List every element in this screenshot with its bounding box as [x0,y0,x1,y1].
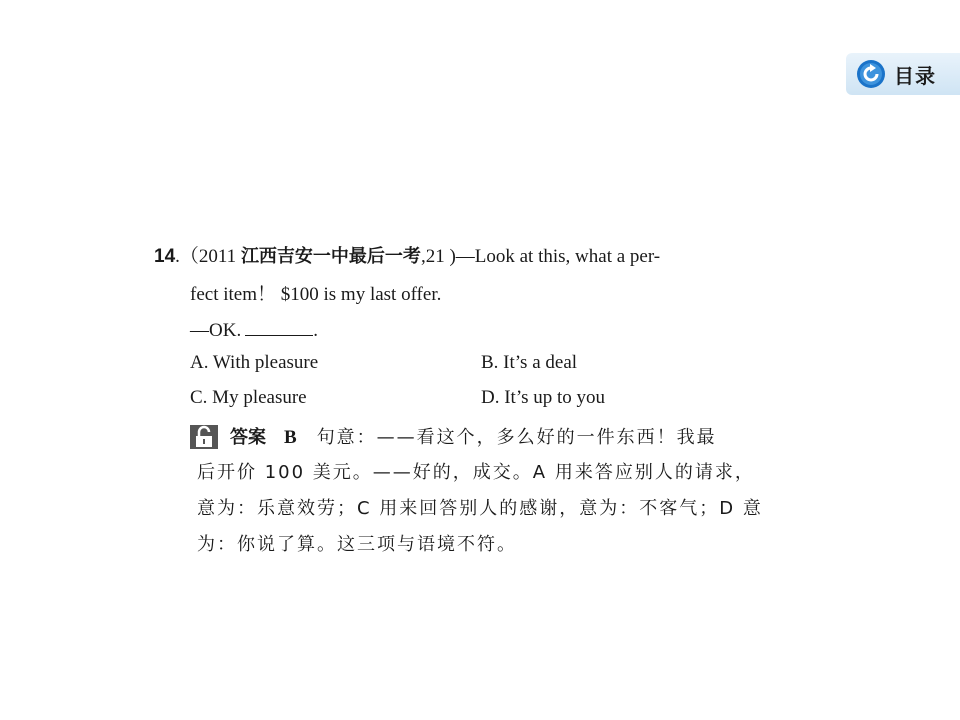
answer-blank [245,317,313,336]
question-line-1 [154,244,660,270]
question-stem: ,21 )—Look at this, what a per- [420,246,661,267]
question-line-2: fect item！ $100 is my last offer. [190,284,442,305]
option-b: B. It’s a deal [481,352,578,373]
option-d: D. It’s up to you [481,387,606,408]
explanation-line-2: 后开价 100 美元。——好的，成交。A 用来答应别人的请求， [197,462,755,483]
question-line-3 [190,317,318,344]
lock-open-icon [190,425,218,449]
toc-label: 目录 [894,63,936,88]
question-source: 江西吉安一中最后一考 [240,246,421,267]
answer-line-1 [230,425,717,451]
explanation-line-4: 为：你说了算。这三项与语境不符。 [197,534,517,555]
option-a: A. With pleasure [190,352,319,373]
explanation-line-3: 意为：乐意效劳；C 用来回答别人的感谢，意为：不客气；D 意 [197,498,763,519]
answer-letter: B [284,427,297,448]
question-number: 14 [154,246,176,267]
reply-text: —OK. [190,320,242,341]
refresh-circle-icon [856,59,886,89]
reply-period: . [313,320,318,341]
toc-button[interactable] [846,53,960,95]
option-c: C. My pleasure [190,387,307,408]
explanation-line-1: 句意：——看这个，多么好的一件东西！我最 [316,427,717,448]
question-prefix: .（2011 [175,246,241,267]
answer-label: 答案 [230,427,266,448]
